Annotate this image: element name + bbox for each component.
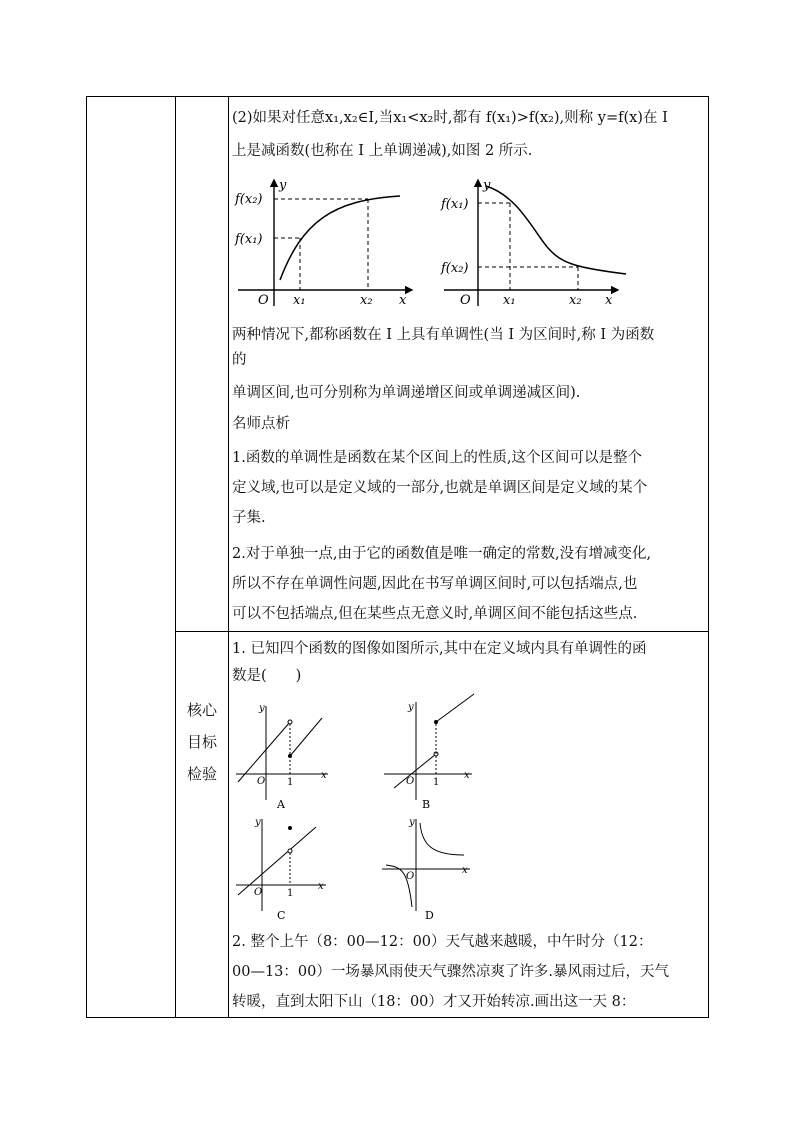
graph-decreasing — [438, 172, 638, 312]
d-o: O — [406, 871, 415, 882]
label-y: y — [483, 178, 491, 193]
border-col1 — [175, 96, 176, 1018]
a-y: y — [259, 703, 265, 714]
c-y: y — [255, 817, 261, 828]
q1-line-1: 1. 已知四个函数的图像如图所示,其中在定义域内具有单调性的函 — [232, 641, 647, 657]
explanation-block — [232, 323, 702, 629]
label-fx2: f(x₂) — [235, 192, 263, 207]
c-one: 1 — [287, 888, 294, 899]
explain-line-1: 两种情况下,都称函数在 I 上具有单调性(当 I 为区间时,称 I 为函数 — [232, 327, 655, 343]
border-right — [708, 96, 709, 1018]
a-o: O — [257, 776, 266, 787]
label-x: x — [605, 293, 613, 308]
note-1-line-3: 子集. — [232, 510, 266, 526]
q2-line-3: 转暖，直到太阳下山（18：00）才又开始转凉.画出这一天 8： — [232, 994, 636, 1010]
q1-line-2: 数是( ) — [232, 668, 302, 684]
border-left — [86, 96, 87, 1018]
def-line-1: (2)如果对任意x₁,x₂∈I,当x₁<x₂时,都有 f(x₁)>f(x₂),则称 y=f(x)在 I — [232, 110, 668, 126]
q2-line-1: 2. 整个上午（8：00—12：00）天气越来越暖，中午时分（12： — [232, 934, 653, 950]
c-x: x — [318, 881, 324, 892]
label-fx1: f(x₁) — [441, 197, 469, 212]
label-x2: x₂ — [569, 293, 582, 308]
option-c-graph — [232, 815, 336, 927]
option-b-graph — [380, 690, 480, 812]
label-origin: O — [258, 293, 269, 308]
d-x: x — [462, 865, 468, 876]
d-label: D — [425, 909, 434, 922]
definition-decreasing — [232, 106, 702, 164]
note-1-line-2: 定义域,也可以是定义域的一部分,也就是单调区间是定义域的某个 — [232, 480, 648, 496]
note-2-line-2: 所以不存在单调性问题,因此在书写单调区间时,可以包括端点,也 — [232, 576, 638, 592]
option-d-graph — [378, 815, 478, 927]
b-label: B — [422, 798, 431, 811]
label-y: y — [279, 178, 287, 193]
a-one: 1 — [287, 777, 294, 788]
a-x: x — [321, 770, 327, 781]
label-fx2: f(x₂) — [441, 261, 469, 276]
explain-line-1b: 的 — [232, 352, 247, 368]
question-2 — [232, 927, 702, 1017]
note-2-line-1: 2.对于单独一点,由于它的函数值是唯一确定的常数,没有增减变化, — [232, 546, 652, 562]
a-label: A — [277, 798, 285, 811]
b-y: y — [408, 702, 414, 713]
side-label-3: 检验 — [186, 765, 217, 783]
side-label-2: 目标 — [186, 733, 217, 751]
label-x1: x₁ — [503, 293, 516, 308]
note-1-line-1: 1.函数的单调性是函数在某个区间上的性质,这个区间可以是整个 — [232, 450, 642, 466]
def-line-2: 上是减函数(也称在 I 上单调递减),如图 2 所示. — [232, 143, 533, 159]
d-y: y — [409, 817, 415, 828]
notes-heading: 名师点析 — [232, 416, 290, 432]
label-origin: O — [460, 293, 471, 308]
border-row-split — [175, 631, 709, 632]
side-label-1: 核心 — [186, 701, 217, 719]
border-bottom — [86, 1017, 709, 1018]
label-x2: x₂ — [360, 293, 373, 308]
b-o: O — [406, 776, 415, 787]
label-x: x — [399, 293, 407, 308]
option-a-graph — [232, 700, 336, 812]
c-o: O — [254, 887, 263, 898]
graph-increasing — [232, 172, 422, 312]
note-2-line-3: 可以不包括端点,但在某些点无意义时,单调区间不能包括这些点. — [232, 606, 638, 622]
question-1 — [232, 634, 702, 688]
label-x1: x₁ — [293, 293, 306, 308]
label-fx1: f(x₁) — [235, 232, 263, 247]
q2-line-2: 00—13：00）一场暴风雨使天气骤然凉爽了许多.暴风雨过后，天气 — [232, 964, 669, 980]
b-one: 1 — [433, 777, 440, 788]
c-label: C — [277, 909, 286, 922]
b-x: x — [464, 770, 470, 781]
side-label — [178, 696, 226, 788]
border-col2 — [228, 96, 229, 1018]
border-top — [86, 96, 709, 97]
explain-line-2: 单调区间,也可分别称为单调递增区间或单调递减区间). — [232, 385, 581, 401]
